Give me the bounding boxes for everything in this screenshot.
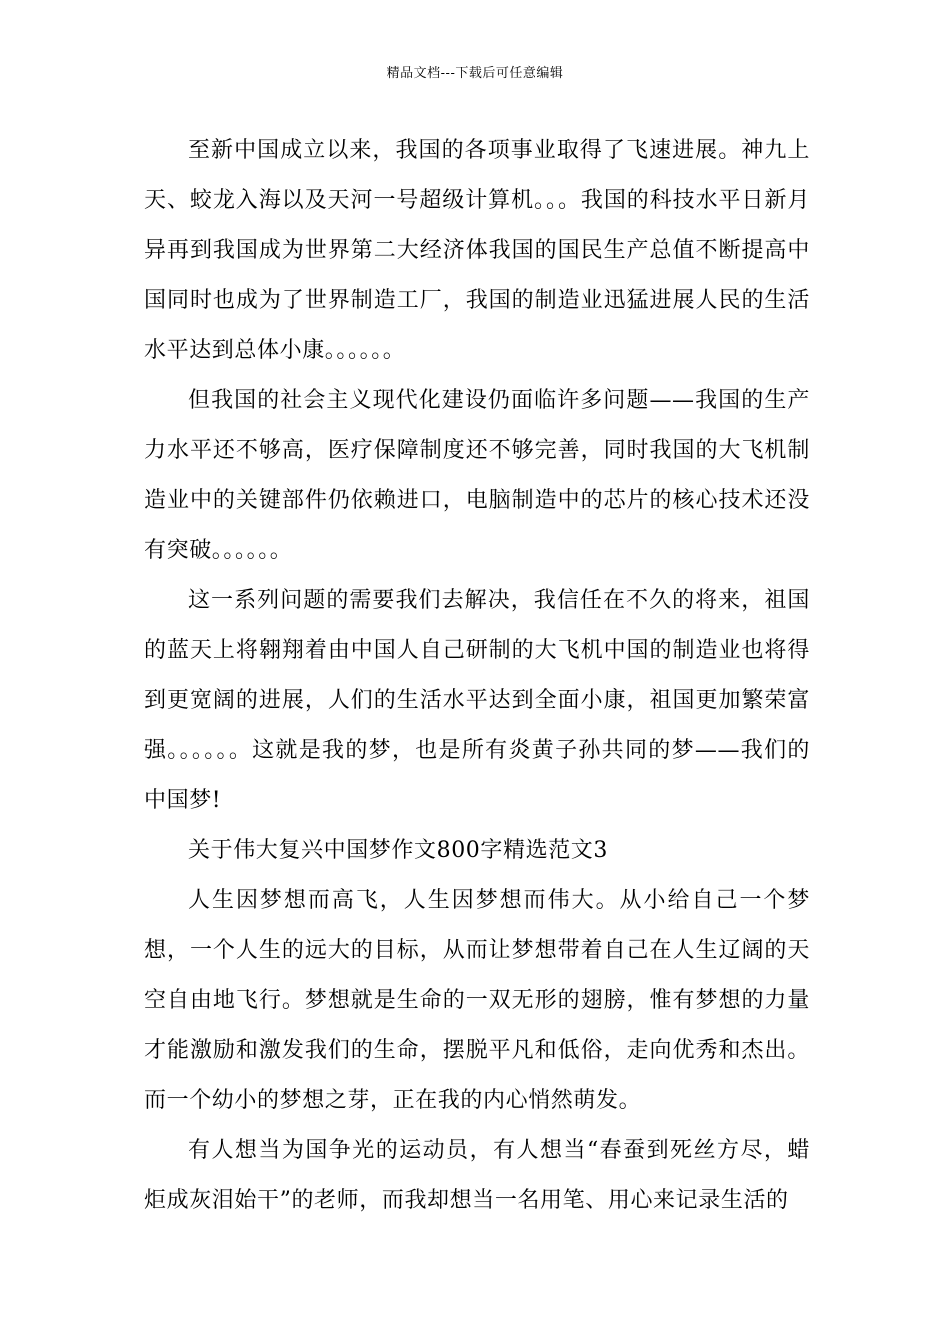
- section-heading: 关于伟大复兴中国梦作文800字精选范文3: [188, 838, 608, 863]
- page-header: 精品文档---下载后可任意编辑: [386, 66, 564, 81]
- document-body: [144, 126, 810, 1226]
- paragraph-3: 这一系列问题的需要我们去解决，我信任在不久的将来，祖国的蓝天上将翱翔着由中国人自己研制的大飞机中国的制造业也将得到更宽阔的进展，人们的生活水平达到全面小康，祖国更加繁荣富强。。。。。。这就是我的梦，也是所有炎黄子孙共同的梦——我们的中国梦!: [144, 588, 810, 813]
- paragraph-2: 但我国的社会主义现代化建设仍面临许多问题——我国的生产力水平还不够高，医疗保障制度还不够完善，同时我国的大飞机制造业中的关键部件仍依赖进口，电脑制造中的芯片的核心技术还没有突破。。。。。。: [144, 388, 810, 563]
- paragraph-5: 有人想当为国争光的运动员，有人想当“春蚕到死丝方尽，蜡炬成灰泪始干”的老师，而我却想当一名用笔、用心来记录生活的: [144, 1138, 810, 1213]
- paragraph-4: 人生因梦想而高飞，人生因梦想而伟大。从小给自己一个梦想，一个人生的远大的目标，从而让梦想带着自己在人生辽阔的天空自由地飞行。梦想就是生命的一双无形的翅膀，惟有梦想的力量才能激励和激发我们的生命，摆脱平凡和低俗，走向优秀和杰出。而一个幼小的梦想之芽，正在我的内心悄然萌发。: [144, 888, 810, 1113]
- paragraph-1: 至新中国成立以来，我国的各项事业取得了飞速进展。神九上天、蛟龙入海以及天河一号超级计算机。。。我国的科技水平日新月异再到我国成为世界第二大经济体我国的国民生产总值不断提高中国同时也成为了世界制造工厂，我国的制造业迅猛进展人民的生活水平达到总体小康。。。。。。: [144, 138, 810, 363]
